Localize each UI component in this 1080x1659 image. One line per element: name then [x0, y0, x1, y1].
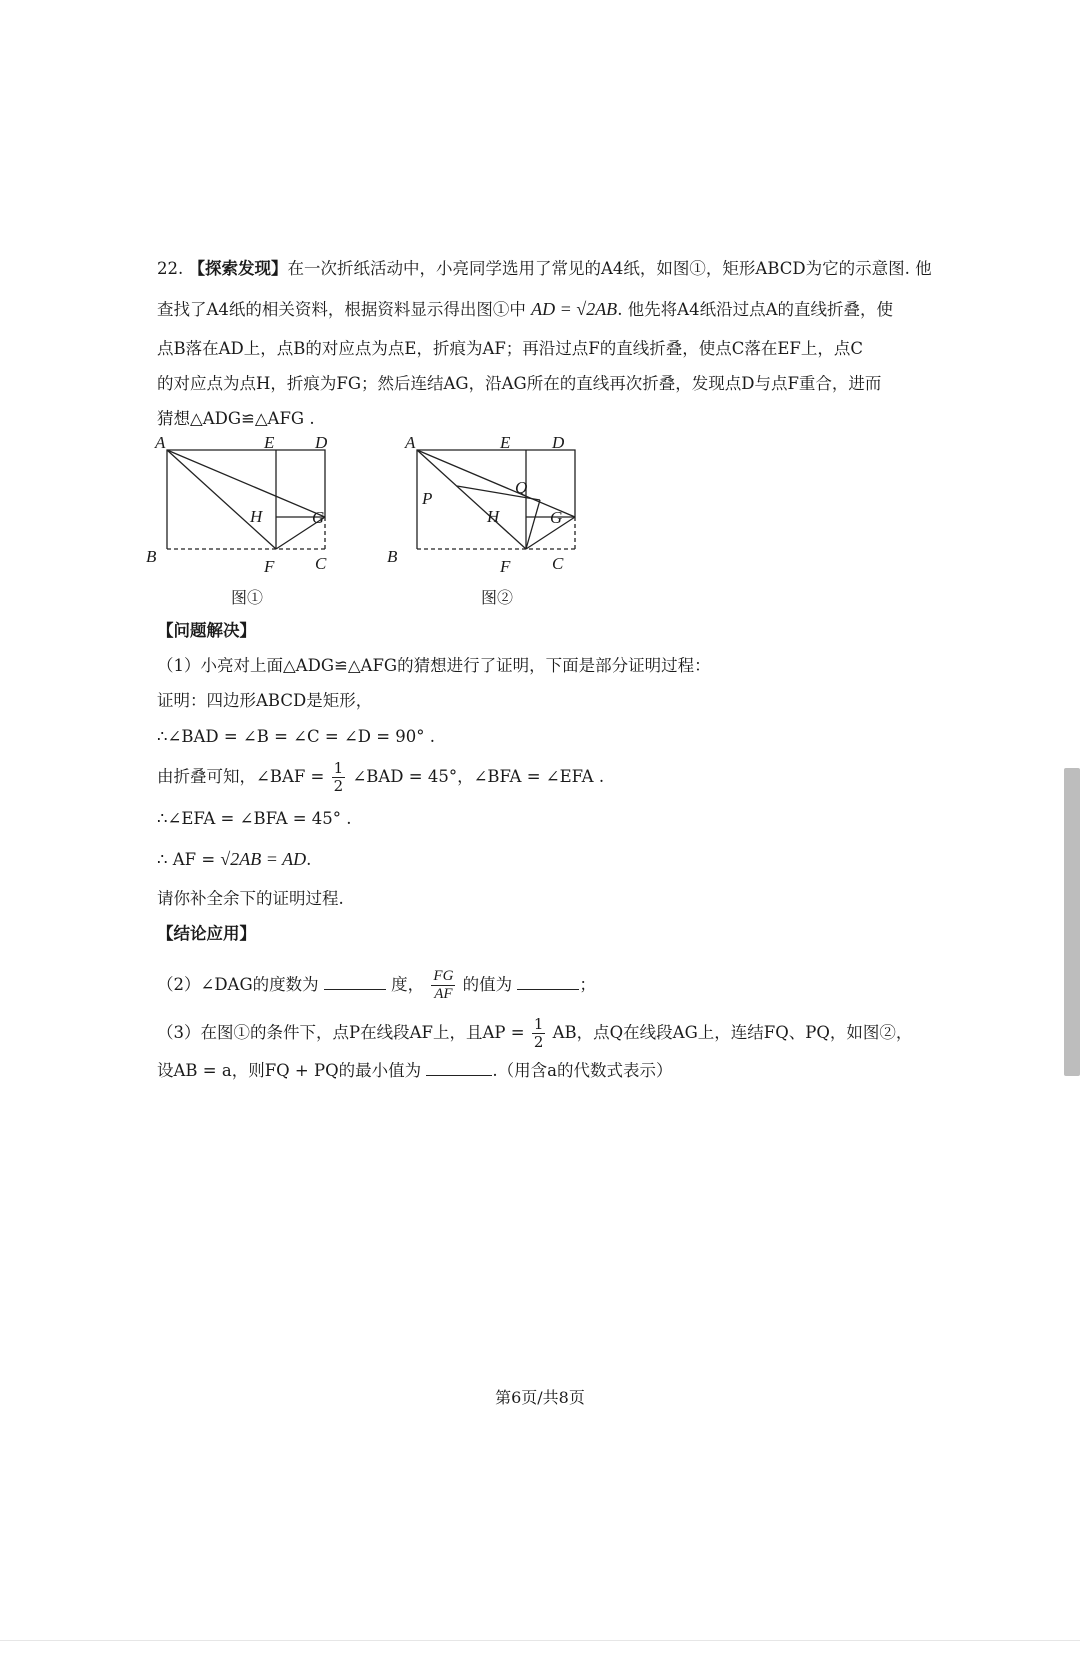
proof-3-numerator: 1	[333, 759, 344, 777]
proof-5-text-b: .	[306, 850, 312, 869]
problem-line-1	[157, 258, 932, 280]
fig1-label-f: F	[264, 557, 275, 576]
q2-text-a: （2）∠DAG的度数为	[157, 975, 319, 994]
q3-denominator: 2	[533, 1033, 544, 1051]
problem-number: 22.	[157, 259, 184, 278]
q3-line2-text-a: 设AB = a，则FQ + PQ的最小值为	[157, 1061, 422, 1080]
fig2-label-h: H	[487, 507, 500, 526]
fig1-rect-top-and-sides	[167, 450, 325, 549]
q3-answer-blank[interactable]	[426, 1061, 492, 1076]
fig2-label-e: E	[500, 433, 511, 452]
fig2-label-d: D	[552, 433, 565, 452]
proof-3-text-b: ∠BAD = 45°，∠BFA = ∠EFA .	[352, 767, 605, 786]
q3-fraction	[532, 1016, 546, 1051]
scrollbar-thumb[interactable]	[1064, 768, 1080, 1076]
q2-text-b: 度，	[391, 975, 425, 994]
proof-3-text-a: 由折叠可知，∠BAF =	[157, 767, 325, 786]
fig1-label-a: A	[155, 433, 166, 452]
solve-heading: 【问题解决】	[157, 621, 256, 640]
section-explore: 【探索发现】	[188, 259, 288, 278]
fig1-label-h: H	[250, 507, 263, 526]
proof-line-2: ∴∠BAD = ∠B = ∠C = ∠D = 90° .	[157, 727, 436, 746]
intro-text-1: 在一次折纸活动中，小亮同学选用了常见的A4纸，如图①，矩形ABCD为它的示意图. 他	[287, 259, 932, 278]
q3-numerator: 1	[533, 1015, 544, 1033]
proof-5-equation: √2AB = AD	[220, 849, 307, 869]
q2-fraction	[431, 968, 455, 1003]
fig2-label-f: F	[500, 557, 511, 576]
question-3	[157, 1016, 912, 1051]
q2-text-d: ；	[579, 975, 596, 994]
q2-answer-blank-2[interactable]	[517, 975, 579, 990]
fig2-label-c: C	[552, 554, 564, 573]
q2-denominator: AF	[434, 986, 453, 1002]
q3-text-a: （3）在图①的条件下，点P在线段AF上，且AP =	[157, 1023, 525, 1042]
q2-text-c: 的值为	[462, 975, 513, 994]
intro-text-2a: 查找了A4纸的相关资料，根据资料显示得出图①中	[157, 300, 526, 319]
proof-line-5	[157, 848, 311, 871]
bottom-divider	[0, 1640, 1080, 1641]
intro-equation: AD = √2AB	[531, 299, 618, 319]
figure-2-caption: 图②	[481, 588, 514, 607]
fig2-label-p: P	[422, 489, 433, 508]
proof-line-4: ∴∠EFA = ∠BFA = 45° .	[157, 809, 352, 828]
proof-5-text-a: ∴ AF =	[157, 850, 221, 869]
question-1: （1）小亮对上面△ADG≌△AFG的猜想进行了证明，下面是部分证明过程：	[157, 656, 711, 675]
problem-line-5: 猜想△ADG≌△AFG .	[157, 409, 315, 428]
page-number: 第6页/共8页	[495, 1388, 585, 1407]
problem-line-3: 点B落在AD上，点B的对应点为点E，折痕为AF；再沿过点F的直线折叠，使点C落在EF上，点C	[157, 339, 863, 358]
proof-3-fraction	[332, 760, 346, 795]
apply-heading: 【结论应用】	[157, 924, 256, 943]
proof-3-denominator: 2	[333, 777, 344, 795]
fig2-label-q: Q	[515, 478, 528, 497]
proof-line-3	[157, 760, 604, 795]
fig1-label-e: E	[264, 433, 275, 452]
q2-numerator: FG	[433, 968, 454, 984]
question-3-line-2	[157, 1060, 672, 1082]
intro-text-2b: . 他先将A4纸沿过点A的直线折叠，使	[617, 300, 894, 319]
fig2-rect-top-and-sides	[417, 450, 575, 549]
figure-2	[387, 432, 600, 582]
fig1-label-g: G	[312, 508, 325, 527]
figure-1	[140, 432, 350, 582]
fig1-ag	[167, 450, 325, 517]
fig2-label-a: A	[405, 433, 416, 452]
q3-line2-text-b: .（用含a的代数式表示）	[492, 1061, 673, 1080]
problem-line-4: 的对应点为点H，折痕为FG；然后连结AG，沿AG所在的直线再次折叠，发现点D与点F重合，进而	[157, 374, 882, 393]
fig1-label-c: C	[315, 554, 327, 573]
fig1-af	[167, 450, 276, 549]
q3-text-b: AB，点Q在线段AG上，连结FQ、PQ，如图②，	[552, 1023, 913, 1042]
question-2	[157, 968, 596, 1003]
fig2-label-g: G	[550, 508, 563, 527]
fig1-label-d: D	[315, 433, 328, 452]
fig1-label-b: B	[146, 547, 157, 566]
fig2-af	[417, 450, 526, 549]
q2-answer-blank-1[interactable]	[324, 975, 386, 990]
problem-line-2	[157, 298, 893, 321]
fig2-label-b: B	[387, 547, 398, 566]
proof-line-1: 证明：四边形ABCD是矩形，	[157, 691, 373, 710]
proof-line-6: 请你补全余下的证明过程.	[157, 889, 344, 908]
figure-1-caption: 图①	[231, 588, 264, 607]
